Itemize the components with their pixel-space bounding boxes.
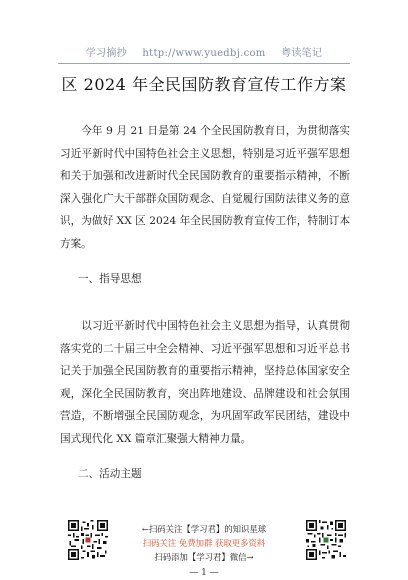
qr-code-icon [306,520,346,560]
footer-line-3: 扫码添加【学习君】微信→ [154,552,254,562]
page-number: — 1 — [189,568,219,578]
intro-paragraph: 今年 9 月 21 日是第 24 个全民国防教育日，为贯彻落实习近平新时代中国特色社会主义思想，特别是习近平强军思想和关于加强和改进新时代全民国防教育的重要指示精神，不断深入强化广大干部群众国防观念、自觉履行国防法律义务的意识，为做好 XX 区 2024 年全民国防教育宣传工作，特制订本方案。 [60,125,350,250]
guiding-paragraph: 以习近平新时代中国特色社会主义思想为指导，认真贯彻落实党的二十届三中全会精神、习近平强军思想和习近平总书记关于加强全民国防教育的重要指示精神，坚持总体国家安全观，深化全民国防教育，突出阵地建设、品牌建设和社会氛围营造，不断增强全民国防观念，为巩固军政军民团结，建设中国式现代化 XX 篇章汇聚强大精神力量。 [60,320,350,445]
section-heading-theme: 二、活动主题 [78,468,142,480]
footer-line-1: ←扫码关注【学习君】的知识星球 [141,524,267,534]
page-header [0,44,408,59]
document-title: 区 2024 年全民国防教育宣传工作方案 [61,75,347,94]
footer-promo-text [120,522,288,564]
section-heading-guiding: 一、指导思想 [78,273,142,285]
header-url[interactable]: http://www.yuedbj.com [142,48,266,59]
header-left-text: 学习摘抄 [85,48,127,59]
header-divider [58,63,350,64]
footer-line-2: 扫码关注 免费加群 获取更多资料 [142,538,266,548]
header-right-text: 粤读笔记 [281,48,323,59]
qr-code-icon [68,520,108,560]
